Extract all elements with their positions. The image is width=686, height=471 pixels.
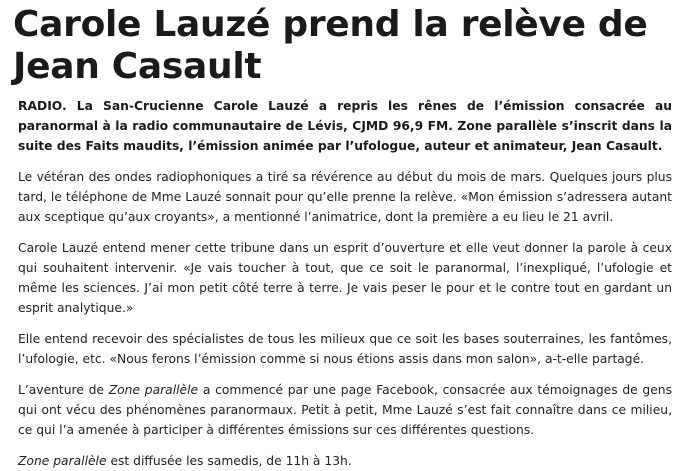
article-lead: RADIO. La San-Crucienne Carole Lauzé a repris les rênes de l’émission consacrée au paranormal à la radio communautaire de Lévis, CJMD 96,9 FM. Zone parallèle s’inscrit dans la suite des Faits maudits, l’émission animée par l’ufologue, auteur et animateur, Jean Casault.: [18, 99, 672, 153]
article-title: Carole Lauzé prend la relève de Jean Casault: [13, 4, 648, 87]
paragraph-5-rest: est diffusée les samedis, de 11h à 13h.: [106, 454, 352, 468]
paragraph-4-start: L’aventure de: [18, 383, 109, 397]
paragraph-4: [18, 380, 672, 440]
paragraph-2: Carole Lauzé entend mener cette tribune dans un esprit d’ouverture et elle veut donner la parole à ceux qui souhaitent intervenir. «Je vais toucher à tout, que ce soit le paranormal, l’inexpliqué, l’ufologie et même les sciences. J’ai mon petit côté terre à terre. Je vais peser le pour et le contre tout en gardant un esprit analytique.»: [18, 241, 672, 315]
paragraph-5: [18, 451, 672, 471]
paragraph-1: Le vétéran des ondes radiophoniques a tiré sa révérence au début du mois de mars. Quelques jours plus tard, le téléphone de Mme Lauzé sonnait pour qu’elle prenne la relève. «Mon émission s’adressera autant aux sceptique qu’aux croyants», a mentionné l’animatrice, dont la première a eu lieu le 21 avril.: [18, 170, 672, 224]
show-name-2: Zone parallèle: [18, 454, 107, 468]
paragraph-4-rest: a commencé par une page Facebook, consacrée aux témoignages de gens qui ont vécu des phénomènes paranormaux. Petit à petit, Mme Lauzé s’est fait connaître dans ce milieu, ce qui l’a amenée à participer à différentes émissions sur ces différentes questions.: [18, 383, 673, 437]
paragraph-3: Elle entend recevoir des spécialistes de tous les milieux que ce soit les bases souterraines, les fantômes, l’ufologie, etc. «Nous ferons l’émission comme si nous étions assis dans mon salon», a-t-elle partagé.: [18, 332, 672, 366]
show-name: Zone parallèle: [108, 383, 199, 397]
